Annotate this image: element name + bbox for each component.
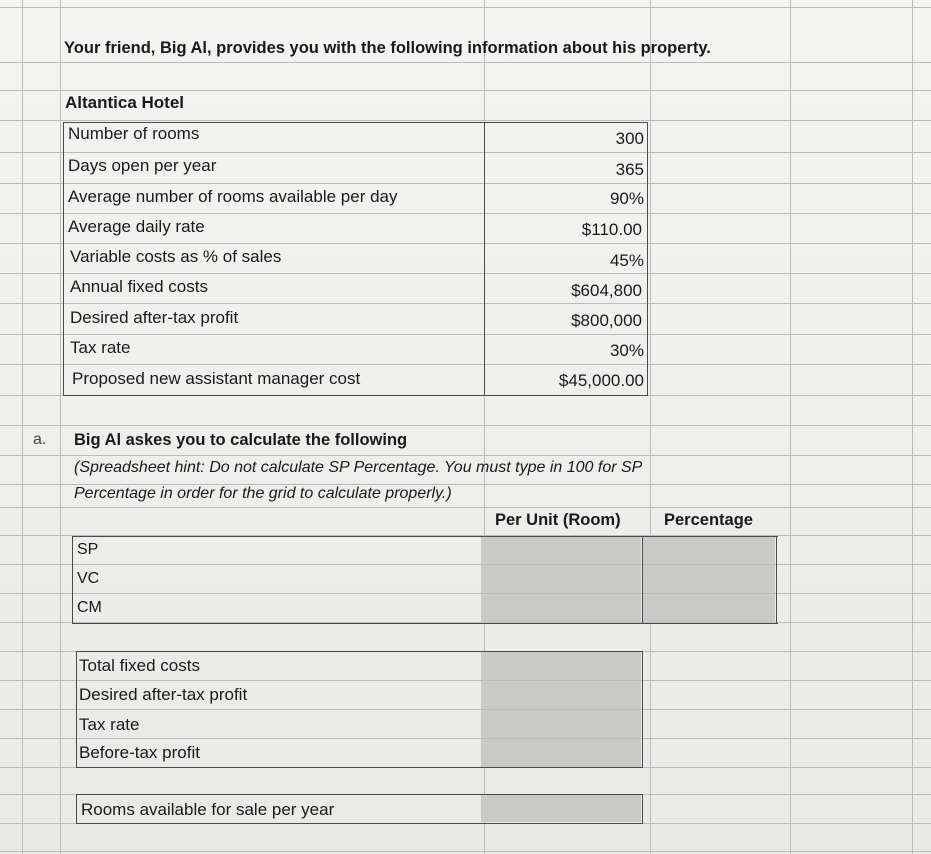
variable-costs-label: Variable costs as % of sales xyxy=(70,247,282,266)
total-fixed-costs-label: Total fixed costs xyxy=(79,656,200,675)
variable-costs-value[interactable]: 45% xyxy=(609,251,644,270)
sp-label: SP xyxy=(77,541,99,558)
average-rooms-available-label: Average number of rooms available per day xyxy=(68,187,398,206)
average-rooms-available-value[interactable]: 90% xyxy=(609,189,644,208)
desired-after-tax-profit-value[interactable]: $800,000 xyxy=(571,311,642,330)
sheet-title: Your friend, Big Al, provides you with the following information about his property. xyxy=(64,39,711,57)
part-a-heading: Big Al askes you to calculate the following xyxy=(74,431,408,449)
number-of-rooms-value[interactable]: 300 xyxy=(615,129,644,148)
average-daily-rate-value[interactable]: $110.00 xyxy=(581,220,642,239)
annual-fixed-costs-value[interactable]: $604,800 xyxy=(571,281,642,300)
rooms-available-cell[interactable] xyxy=(481,795,641,822)
rooms-available-label: Rooms available for sale per year xyxy=(81,800,335,819)
part-a-marker: a. xyxy=(33,431,47,448)
before-tax-profit-cell[interactable] xyxy=(481,739,641,767)
average-daily-rate-label: Average daily rate xyxy=(68,217,205,236)
vc-percentage-cell[interactable] xyxy=(643,565,775,593)
spreadsheet-hint-line-2: Percentage in order for the grid to calculate properly.) xyxy=(74,485,452,502)
tax-rate-value[interactable]: 30% xyxy=(609,341,644,360)
sp-percentage-cell[interactable] xyxy=(643,537,775,564)
days-open-value[interactable]: 365 xyxy=(615,160,644,179)
spreadsheet-hint-line-1: (Spreadsheet hint: Do not calculate SP Percentage. You must type in 100 for SP xyxy=(74,459,643,476)
vc-per-unit-cell[interactable] xyxy=(481,565,641,593)
days-open-label: Days open per year xyxy=(68,156,217,175)
tax-rate-cell[interactable] xyxy=(481,710,641,738)
percentage-column-header: Percentage xyxy=(664,511,753,529)
assistant-manager-cost-value[interactable]: $45,000.00 xyxy=(558,371,644,390)
annual-fixed-costs-label: Annual fixed costs xyxy=(70,277,208,296)
cm-label: CM xyxy=(77,599,102,616)
vc-label: VC xyxy=(77,570,100,587)
per-unit-column-header: Per Unit (Room) xyxy=(495,511,621,529)
cm-per-unit-cell[interactable] xyxy=(481,594,641,622)
tax-rate-label: Tax rate xyxy=(70,338,131,357)
desired-after-tax-profit-label: Desired after-tax profit xyxy=(70,308,239,327)
total-fixed-costs-cell[interactable] xyxy=(481,652,641,680)
before-tax-profit-label: Before-tax profit xyxy=(79,743,200,762)
cm-percentage-cell[interactable] xyxy=(643,594,775,622)
tax-rate-label-2: Tax rate xyxy=(79,715,140,734)
number-of-rooms-label: Number of rooms xyxy=(68,124,200,143)
desired-after-tax-profit-label-2: Desired after-tax profit xyxy=(79,685,248,704)
desired-after-tax-profit-cell[interactable] xyxy=(481,681,641,709)
assistant-manager-cost-label: Proposed new assistant manager cost xyxy=(72,369,361,388)
property-name: Altantica Hotel xyxy=(65,93,185,112)
sp-per-unit-cell[interactable] xyxy=(481,537,641,564)
